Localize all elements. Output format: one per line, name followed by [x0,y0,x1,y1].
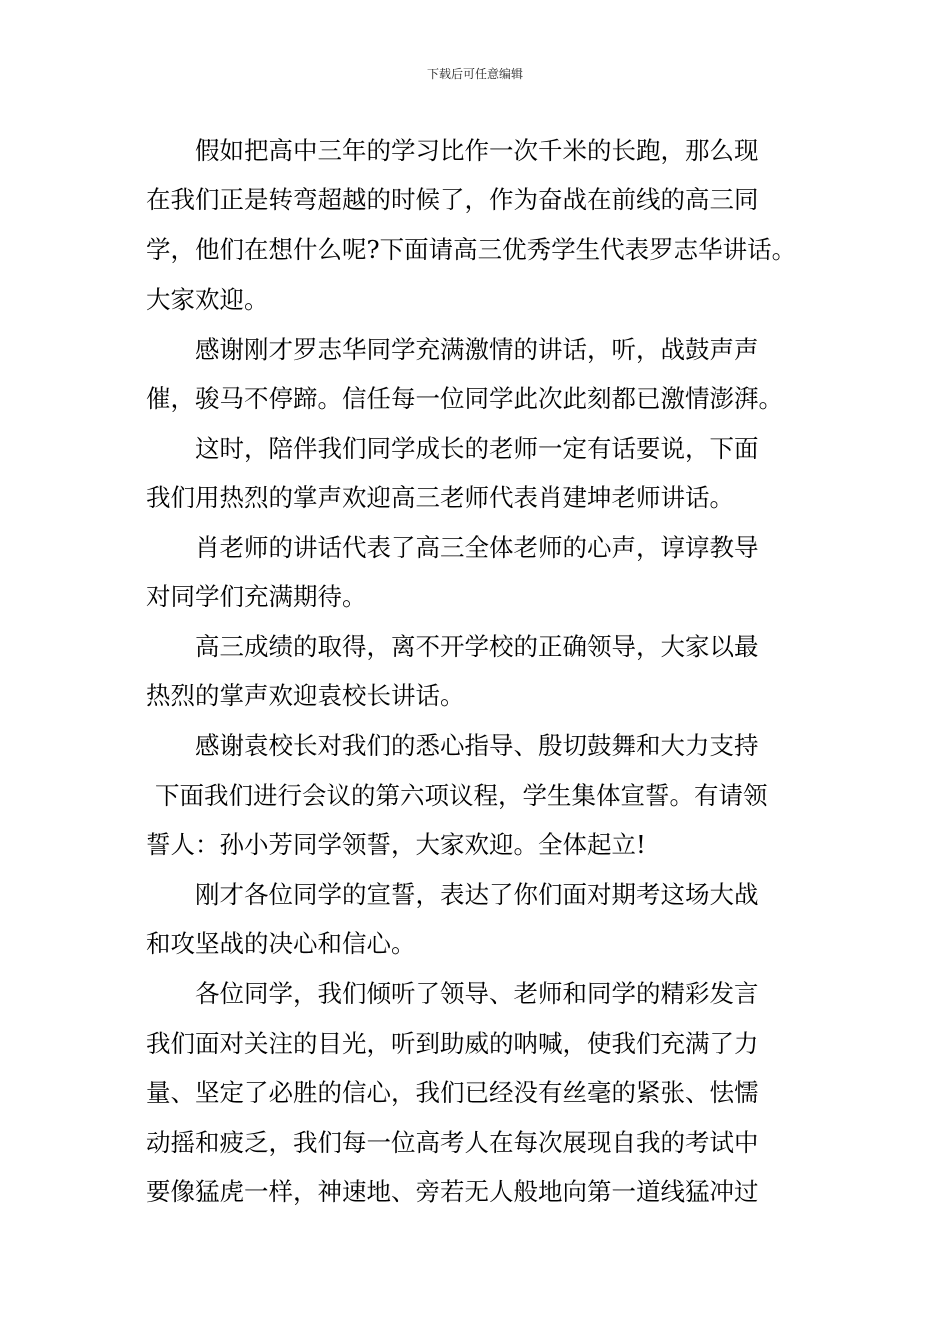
text-line: 感谢袁校长对我们的悉心指导、殷切鼓舞和大力支持 [195,731,759,760]
text-line: 刚才各位同学的宣誓，表达了你们面对期考这场大战 [195,880,759,909]
text-line: 这时，陪伴我们同学成长的老师一定有话要说，下面 [195,434,759,463]
text-line: 热烈的掌声欢迎袁校长讲话。 [146,681,465,710]
text-line: 下面我们进行会议的第六项议程，学生集体宣誓。有请领 [155,781,768,810]
text-line: 对同学们充满期待。 [146,582,367,611]
text-line: 各位同学，我们倾听了领导、老师和同学的精彩发言 [195,979,759,1008]
text-line: 要像猛虎一样，神速地、旁若无人般地向第一道线猛冲过 [146,1177,759,1206]
text-line: 誓人：孙小芳同学领誓，大家欢迎。全体起立! [146,830,646,859]
text-line: 在我们正是转弯超越的时候了，作为奋战在前线的高三同 [146,185,759,214]
text-line: 感谢刚才罗志华同学充满激情的讲话，听，战鼓声声 [195,335,759,364]
text-line: 和攻坚战的决心和信心。 [146,929,416,958]
text-line: 动摇和疲乏，我们每一位高考人在每次展现自我的考试中 [146,1128,759,1157]
text-line: 大家欢迎。 [146,285,269,314]
text-line: 我们面对关注的目光，听到助威的呐喊，使我们充满了力 [146,1029,759,1058]
page-header: 下载后可任意编辑 [426,67,523,81]
text-line: 假如把高中三年的学习比作一次千米的长跑，那么现 [195,136,759,165]
text-line: 催，骏马不停蹄。信任每一位同学此次此刻都已激情澎湃。 [146,384,783,413]
text-line: 肖老师的讲话代表了高三全体老师的心声，谆谆教导 [195,533,759,562]
text-line: 学，他们在想什么呢?下面请高三优秀学生代表罗志华讲话。 [146,235,797,264]
text-line: 高三成绩的取得，离不开学校的正确领导，大家以最 [195,632,759,661]
text-line: 我们用热烈的掌声欢迎高三老师代表肖建坤老师讲话。 [146,483,734,512]
text-line: 量、坚定了必胜的信心，我们已经没有丝毫的紧张、怯懦 [146,1078,759,1107]
